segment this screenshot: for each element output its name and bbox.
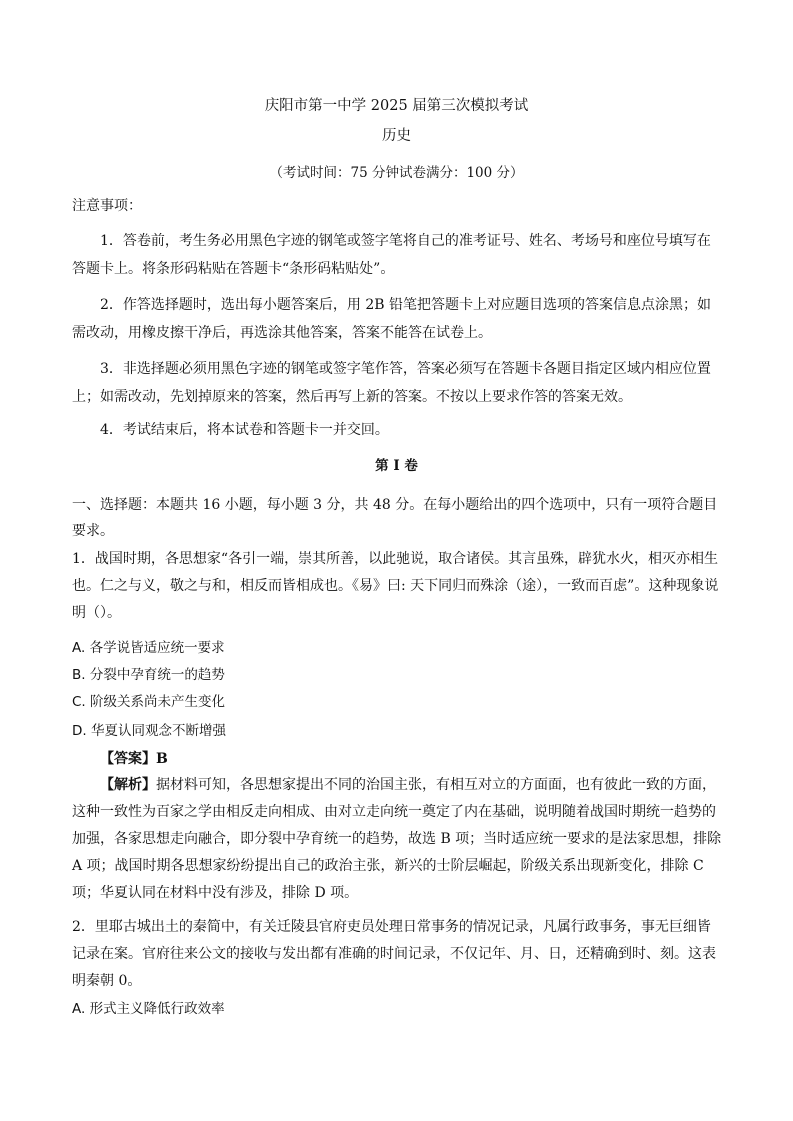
exam-subject: 历史 [382, 128, 411, 144]
question-1-option-c: C. 阶级关系尚未产生变化 [72, 694, 226, 710]
notes-heading: 注意事项： [72, 198, 142, 214]
question-1-option-a: A. 各学说皆适应统一要求 [72, 640, 225, 656]
note-item-1: 1．答卷前，考生务必用黑色字迹的钢笔或签字笔将自己的准考证号、姓名、考场号和座位号填写在答题卡上。将条形码粘贴在答题卡“条形码粘贴处”。 [72, 233, 711, 277]
question-1-analysis [72, 772, 722, 907]
exam-title: 庆阳市第一中学 2025 届第三次模拟考试 [264, 98, 529, 114]
part-title: 第 I 卷 [375, 458, 418, 474]
note-item-2: 2．作答选择题时，选出每小题答案后，用 2B 铅笔把答题卡上对应题目选项的答案信息点涂黑；如需改动，用橡皮擦干净后，再选涂其他答案，答案不能答在试卷上。 [72, 297, 712, 341]
note-item-4: 4．考试结束后，将本试卷和答题卡一并交回。 [100, 422, 389, 438]
question-1-stem: 1．战国时期，各思想家“各引一端，崇其所善，以此驰说，取合诸侯。其言虽殊，辟犹水火，相灭亦相生也。仁之与义，敬之与和，相反而皆相成也。《易》曰: 天下同归而殊涂（途），一致而百虑”。这种现象说明（）。 [72, 551, 719, 621]
question-1-answer: 【答案】B [100, 751, 168, 767]
section-instructions: 一、选择题：本题共 16 小题，每小题 3 分，共 48 分。在每小题给出的四个选项中，只有一项符合题目要求。 [72, 497, 718, 539]
question-2-stem: 2．里耶古城出土的秦简中，有关迁陵县官府吏员处理日常事务的情况记录，凡属行政事务，事无巨细皆记录在案。官府往来公文的接收与发出都有准确的时间记录，不仅记年、月、日，还精确到时、刻。这表明秦朝 0。 [72, 919, 716, 989]
analysis-text: 据材料可知，各思想家提出不同的治国主张，有相互对立的方面面，也有彼此一致的方面，这种一致性为百家之学由相反走向相成、由对立走向统一奠定了内在基础，说明随着战国时期统一趋势的加强，各家思想走向融合，即分裂中孕育统一的趋势，故选 B 项；当时适应统一要求的是法家思想，排除 A 项；战国时期各思想家纷纷提出自己的政治主张，新兴的士阶层崛起，阶级关系出现新变化，排除 C 项；华夏认同在材料中没有涉及，排除 D 项。 [72, 777, 722, 901]
question-2-option-a: A. 形式主义降低行政效率 [72, 1001, 225, 1017]
question-1-option-b: B. 分裂中孕育统一的趋势 [72, 667, 225, 683]
analysis-label: 【解析】 [100, 777, 156, 793]
note-item-3: 3．非选择题必须用黑色字迹的钢笔或签字笔作答，答案必须写在答题卡各题目指定区域内相应位置上；如需改动，先划掉原来的答案，然后再写上新的答案。不按以上要求作答的答案无效。 [72, 361, 711, 405]
exam-info: （考试时间：75 分钟试卷满分：100 分） [269, 165, 524, 181]
question-1-option-d: D. 华夏认同观念不断增强 [72, 723, 226, 739]
